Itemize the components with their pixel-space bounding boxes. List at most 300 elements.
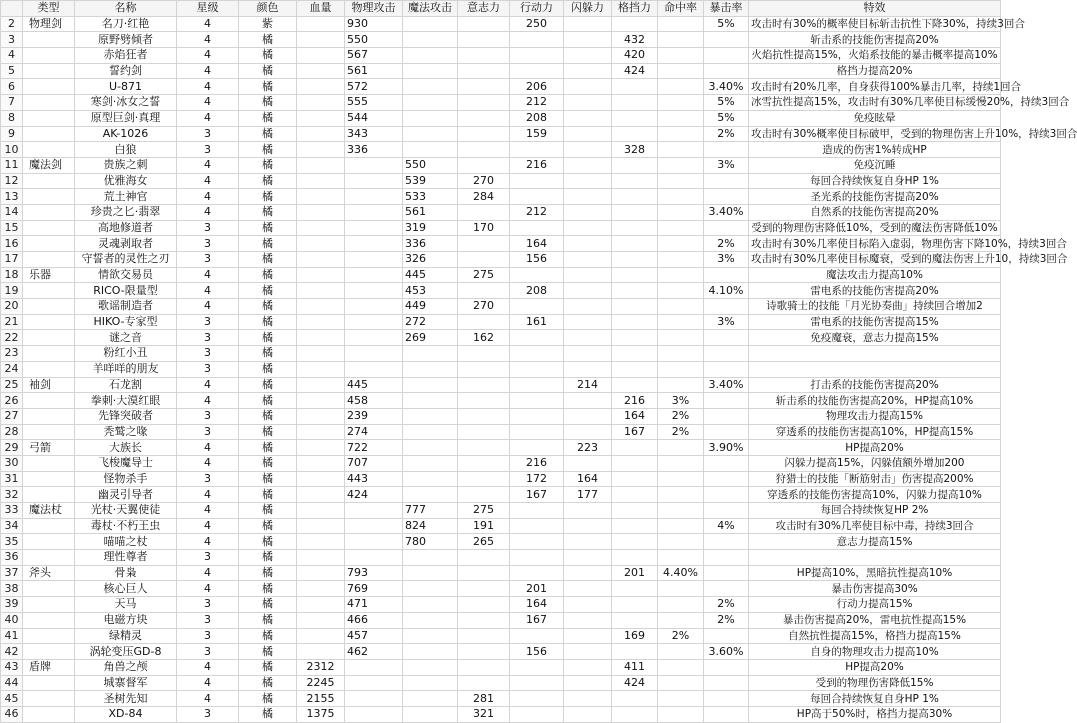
cell-dodge[interactable] (564, 550, 612, 566)
cell-crit-rate[interactable] (704, 565, 749, 581)
cell-action-power[interactable] (510, 32, 564, 48)
cell-row-number[interactable]: 20 (1, 299, 23, 315)
cell-type[interactable] (23, 550, 75, 566)
cell-name[interactable]: 骨枭 (75, 565, 177, 581)
cell-hit-rate[interactable] (658, 204, 704, 220)
cell-physical-attack[interactable]: 457 (345, 628, 403, 644)
cell-dodge[interactable]: 164 (564, 471, 612, 487)
cell-type[interactable] (23, 581, 75, 597)
cell-color[interactable]: 橘 (239, 173, 297, 189)
cell-magic-attack[interactable]: 780 (403, 534, 458, 550)
cell-type[interactable]: 乐器 (23, 267, 75, 283)
cell-dodge[interactable] (564, 95, 612, 111)
cell-physical-attack[interactable]: 471 (345, 597, 403, 613)
cell-crit-rate[interactable] (704, 550, 749, 566)
cell-hit-rate[interactable] (658, 267, 704, 283)
cell-color[interactable]: 橘 (239, 628, 297, 644)
cell-magic-attack[interactable] (403, 659, 458, 675)
cell-dodge[interactable] (564, 581, 612, 597)
cell-dodge[interactable] (564, 424, 612, 440)
cell-magic-attack[interactable] (403, 691, 458, 707)
cell-hp[interactable]: 2312 (297, 659, 345, 675)
cell-action-power[interactable]: 156 (510, 252, 564, 268)
cell-color[interactable]: 橘 (239, 220, 297, 236)
cell-name[interactable]: 高地修道者 (75, 220, 177, 236)
cell-star-level[interactable]: 4 (177, 503, 239, 519)
cell-action-power[interactable] (510, 48, 564, 64)
cell-star-level[interactable]: 3 (177, 471, 239, 487)
cell-type[interactable] (23, 126, 75, 142)
cell-star-level[interactable]: 4 (177, 487, 239, 503)
cell-crit-rate[interactable]: 2% (704, 236, 749, 252)
cell-action-power[interactable] (510, 377, 564, 393)
cell-action-power[interactable]: 164 (510, 597, 564, 613)
cell-type[interactable] (23, 204, 75, 220)
cell-dodge[interactable] (564, 63, 612, 79)
cell-block[interactable] (612, 597, 658, 613)
cell-color[interactable]: 橘 (239, 581, 297, 597)
cell-type[interactable] (23, 32, 75, 48)
cell-name[interactable]: 原野劈倾者 (75, 32, 177, 48)
cell-color[interactable]: 橘 (239, 565, 297, 581)
cell-physical-attack[interactable]: 443 (345, 471, 403, 487)
cell-row-number[interactable]: 45 (1, 691, 23, 707)
cell-block[interactable]: 432 (612, 32, 658, 48)
cell-hp[interactable] (297, 487, 345, 503)
cell-dodge[interactable] (564, 314, 612, 330)
cell-type[interactable] (23, 79, 75, 95)
cell-physical-attack[interactable] (345, 534, 403, 550)
cell-hit-rate[interactable] (658, 597, 704, 613)
cell-hp[interactable] (297, 16, 345, 32)
cell-block[interactable] (612, 440, 658, 456)
cell-dodge[interactable] (564, 597, 612, 613)
cell-star-level[interactable]: 3 (177, 142, 239, 158)
cell-type[interactable] (23, 63, 75, 79)
cell-special-effect[interactable]: HP高于50%时，格挡力提高30% (749, 706, 1001, 722)
cell-dodge[interactable] (564, 142, 612, 158)
cell-type[interactable]: 魔法杖 (23, 503, 75, 519)
cell-magic-attack[interactable] (403, 393, 458, 409)
cell-color[interactable]: 橘 (239, 534, 297, 550)
cell-color[interactable]: 橘 (239, 393, 297, 409)
cell-magic-attack[interactable]: 777 (403, 503, 458, 519)
cell-willpower[interactable] (458, 393, 510, 409)
cell-physical-attack[interactable]: 555 (345, 95, 403, 111)
cell-action-power[interactable]: 201 (510, 581, 564, 597)
cell-special-effect[interactable]: 免疫沉睡 (749, 157, 1001, 173)
cell-name[interactable]: 圣树先知 (75, 691, 177, 707)
cell-block[interactable] (612, 283, 658, 299)
cell-magic-attack[interactable] (403, 471, 458, 487)
cell-star-level[interactable]: 4 (177, 440, 239, 456)
cell-special-effect[interactable]: 攻击时有30%的概率使目标斩击抗性下降30%，持续3回合 (749, 16, 1001, 32)
cell-action-power[interactable] (510, 142, 564, 158)
cell-type[interactable]: 物理剑 (23, 16, 75, 32)
cell-willpower[interactable] (458, 377, 510, 393)
cell-color[interactable]: 橘 (239, 314, 297, 330)
cell-special-effect[interactable]: 狩猎士的技能「断筋射击」伤害提高200% (749, 471, 1001, 487)
cell-row-number[interactable]: 43 (1, 659, 23, 675)
cell-dodge[interactable] (564, 330, 612, 346)
cell-type[interactable] (23, 612, 75, 628)
cell-special-effect[interactable]: 受到的物理伤害降低10%，受到的魔法伤害降低10% (749, 220, 1001, 236)
cell-willpower[interactable] (458, 440, 510, 456)
cell-magic-attack[interactable]: 269 (403, 330, 458, 346)
cell-row-number[interactable]: 32 (1, 487, 23, 503)
cell-type[interactable] (23, 393, 75, 409)
cell-hit-rate[interactable] (658, 691, 704, 707)
cell-name[interactable]: 石龙割 (75, 377, 177, 393)
cell-color[interactable]: 紫 (239, 16, 297, 32)
cell-willpower[interactable]: 275 (458, 503, 510, 519)
cell-physical-attack[interactable] (345, 204, 403, 220)
cell-magic-attack[interactable] (403, 424, 458, 440)
cell-magic-attack[interactable]: 824 (403, 518, 458, 534)
cell-star-level[interactable]: 4 (177, 32, 239, 48)
cell-hit-rate[interactable] (658, 283, 704, 299)
cell-action-power[interactable] (510, 408, 564, 424)
cell-star-level[interactable]: 3 (177, 236, 239, 252)
cell-special-effect[interactable]: 受到的物理伤害降低15% (749, 675, 1001, 691)
cell-row-number[interactable]: 9 (1, 126, 23, 142)
cell-willpower[interactable] (458, 581, 510, 597)
cell-star-level[interactable]: 3 (177, 346, 239, 362)
cell-color[interactable]: 橘 (239, 440, 297, 456)
cell-willpower[interactable] (458, 597, 510, 613)
cell-dodge[interactable] (564, 565, 612, 581)
cell-physical-attack[interactable]: 336 (345, 142, 403, 158)
cell-crit-rate[interactable] (704, 346, 749, 362)
cell-hp[interactable] (297, 330, 345, 346)
cell-row-number[interactable]: 13 (1, 189, 23, 205)
cell-hit-rate[interactable] (658, 157, 704, 173)
cell-type[interactable] (23, 408, 75, 424)
cell-hp[interactable] (297, 110, 345, 126)
cell-row-number[interactable]: 14 (1, 204, 23, 220)
cell-willpower[interactable] (458, 346, 510, 362)
cell-physical-attack[interactable] (345, 299, 403, 315)
cell-color[interactable]: 橘 (239, 204, 297, 220)
cell-willpower[interactable]: 270 (458, 299, 510, 315)
cell-special-effect[interactable]: 斩击系的技能伤害提高20% (749, 32, 1001, 48)
cell-block[interactable] (612, 79, 658, 95)
cell-magic-attack[interactable] (403, 63, 458, 79)
cell-hp[interactable] (297, 189, 345, 205)
cell-magic-attack[interactable]: 550 (403, 157, 458, 173)
cell-name[interactable]: 核心巨人 (75, 581, 177, 597)
cell-type[interactable] (23, 142, 75, 158)
cell-type[interactable] (23, 48, 75, 64)
cell-action-power[interactable]: 161 (510, 314, 564, 330)
cell-special-effect[interactable]: 攻击时有30%几率使目标中毒，持续3回合 (749, 518, 1001, 534)
cell-willpower[interactable] (458, 142, 510, 158)
cell-color[interactable]: 橘 (239, 424, 297, 440)
cell-type[interactable] (23, 518, 75, 534)
cell-action-power[interactable] (510, 503, 564, 519)
cell-dodge[interactable] (564, 236, 612, 252)
cell-crit-rate[interactable]: 3.40% (704, 79, 749, 95)
cell-magic-attack[interactable]: 449 (403, 299, 458, 315)
cell-hp[interactable] (297, 314, 345, 330)
cell-row-number[interactable]: 40 (1, 612, 23, 628)
cell-magic-attack[interactable] (403, 644, 458, 660)
cell-action-power[interactable] (510, 330, 564, 346)
cell-special-effect[interactable]: HP提高10%，黑暗抗性提高10% (749, 565, 1001, 581)
cell-name[interactable]: 粉红小丑 (75, 346, 177, 362)
cell-type[interactable]: 斧头 (23, 565, 75, 581)
cell-special-effect[interactable]: 攻击时有30%几率使目标陷入虚弱，物理伤害下降10%，持续3回合 (749, 236, 1001, 252)
cell-dodge[interactable] (564, 518, 612, 534)
cell-type[interactable] (23, 110, 75, 126)
cell-name[interactable]: 荒土神官 (75, 189, 177, 205)
cell-magic-attack[interactable] (403, 110, 458, 126)
cell-special-effect[interactable] (749, 361, 1001, 377)
cell-physical-attack[interactable]: 462 (345, 644, 403, 660)
cell-special-effect[interactable]: 攻击时有30%概率使目标破甲，受到的物理伤害上升10%，持续3回合 (749, 126, 1001, 142)
cell-row-number[interactable]: 37 (1, 565, 23, 581)
cell-special-effect[interactable]: 攻击时有20%几率，自身获得100%暴击几率，持续1回合 (749, 79, 1001, 95)
cell-dodge[interactable] (564, 393, 612, 409)
cell-magic-attack[interactable]: 326 (403, 252, 458, 268)
cell-block[interactable] (612, 471, 658, 487)
cell-special-effect[interactable]: 闪躲力提高15%，闪躲值额外增加200 (749, 455, 1001, 471)
cell-special-effect[interactable]: 自身的物理攻击力提高10% (749, 644, 1001, 660)
cell-crit-rate[interactable]: 3% (704, 157, 749, 173)
cell-block[interactable] (612, 503, 658, 519)
cell-name[interactable]: 贵族之刺 (75, 157, 177, 173)
cell-hit-rate[interactable] (658, 32, 704, 48)
cell-block[interactable] (612, 644, 658, 660)
cell-crit-rate[interactable]: 5% (704, 110, 749, 126)
cell-type[interactable] (23, 299, 75, 315)
cell-crit-rate[interactable]: 4.10% (704, 283, 749, 299)
cell-crit-rate[interactable] (704, 534, 749, 550)
cell-color[interactable]: 橘 (239, 189, 297, 205)
cell-color[interactable]: 橘 (239, 471, 297, 487)
cell-color[interactable]: 橘 (239, 487, 297, 503)
cell-star-level[interactable]: 3 (177, 408, 239, 424)
cell-crit-rate[interactable] (704, 361, 749, 377)
cell-crit-rate[interactable] (704, 408, 749, 424)
cell-hit-rate[interactable] (658, 63, 704, 79)
cell-physical-attack[interactable] (345, 691, 403, 707)
cell-magic-attack[interactable]: 272 (403, 314, 458, 330)
cell-physical-attack[interactable] (345, 518, 403, 534)
cell-block[interactable] (612, 361, 658, 377)
cell-crit-rate[interactable]: 3.40% (704, 377, 749, 393)
cell-dodge[interactable] (564, 503, 612, 519)
cell-magic-attack[interactable] (403, 48, 458, 64)
cell-star-level[interactable]: 4 (177, 267, 239, 283)
cell-color[interactable]: 橘 (239, 675, 297, 691)
cell-special-effect[interactable]: HP提高20% (749, 440, 1001, 456)
cell-row-number[interactable]: 16 (1, 236, 23, 252)
cell-row-number[interactable]: 8 (1, 110, 23, 126)
cell-special-effect[interactable]: 意志力提高15% (749, 534, 1001, 550)
cell-special-effect[interactable]: HP提高20% (749, 659, 1001, 675)
cell-hp[interactable] (297, 32, 345, 48)
cell-special-effect[interactable]: 攻击时有30%几率使目标魔衰，受到的魔法伤害上升10，持续3回合 (749, 252, 1001, 268)
cell-action-power[interactable] (510, 550, 564, 566)
cell-row-number[interactable]: 27 (1, 408, 23, 424)
cell-magic-attack[interactable] (403, 550, 458, 566)
cell-row-number[interactable]: 26 (1, 393, 23, 409)
cell-crit-rate[interactable] (704, 471, 749, 487)
cell-block[interactable] (612, 330, 658, 346)
cell-crit-rate[interactable] (704, 675, 749, 691)
cell-action-power[interactable] (510, 565, 564, 581)
cell-dodge[interactable]: 214 (564, 377, 612, 393)
cell-star-level[interactable]: 4 (177, 675, 239, 691)
cell-hp[interactable] (297, 95, 345, 111)
cell-physical-attack[interactable] (345, 173, 403, 189)
cell-magic-attack[interactable]: 539 (403, 173, 458, 189)
cell-magic-attack[interactable] (403, 142, 458, 158)
cell-special-effect[interactable]: 雷电系的技能伤害提高20% (749, 283, 1001, 299)
cell-hp[interactable] (297, 581, 345, 597)
cell-magic-attack[interactable] (403, 597, 458, 613)
cell-star-level[interactable]: 4 (177, 79, 239, 95)
cell-physical-attack[interactable] (345, 157, 403, 173)
cell-star-level[interactable]: 3 (177, 361, 239, 377)
cell-special-effect[interactable]: 自然抗性提高15%，格挡力提高15% (749, 628, 1001, 644)
cell-color[interactable]: 橘 (239, 550, 297, 566)
cell-block[interactable] (612, 204, 658, 220)
cell-magic-attack[interactable] (403, 79, 458, 95)
cell-dodge[interactable] (564, 706, 612, 722)
cell-hit-rate[interactable] (658, 518, 704, 534)
cell-name[interactable]: 拳刺·大漠红眼 (75, 393, 177, 409)
cell-dodge[interactable] (564, 204, 612, 220)
cell-action-power[interactable]: 212 (510, 95, 564, 111)
cell-willpower[interactable] (458, 550, 510, 566)
cell-physical-attack[interactable]: 572 (345, 79, 403, 95)
cell-row-number[interactable]: 25 (1, 377, 23, 393)
cell-crit-rate[interactable]: 3.60% (704, 644, 749, 660)
cell-hp[interactable] (297, 79, 345, 95)
cell-physical-attack[interactable] (345, 346, 403, 362)
cell-star-level[interactable]: 4 (177, 173, 239, 189)
cell-crit-rate[interactable]: 3% (704, 252, 749, 268)
cell-crit-rate[interactable]: 2% (704, 597, 749, 613)
cell-row-number[interactable]: 7 (1, 95, 23, 111)
cell-type[interactable] (23, 283, 75, 299)
cell-name[interactable]: 珍贵之匕·翡翠 (75, 204, 177, 220)
cell-hit-rate[interactable]: 2% (658, 424, 704, 440)
cell-name[interactable]: 秃鹫之喙 (75, 424, 177, 440)
cell-crit-rate[interactable]: 3% (704, 314, 749, 330)
cell-dodge[interactable]: 177 (564, 487, 612, 503)
cell-action-power[interactable] (510, 299, 564, 315)
cell-hp[interactable] (297, 597, 345, 613)
cell-dodge[interactable] (564, 32, 612, 48)
cell-type[interactable]: 魔法剑 (23, 157, 75, 173)
cell-physical-attack[interactable] (345, 659, 403, 675)
cell-type[interactable] (23, 487, 75, 503)
cell-hit-rate[interactable] (658, 440, 704, 456)
cell-dodge[interactable] (564, 16, 612, 32)
cell-physical-attack[interactable]: 274 (345, 424, 403, 440)
cell-type[interactable] (23, 628, 75, 644)
cell-name[interactable]: 怪物杀手 (75, 471, 177, 487)
cell-magic-attack[interactable] (403, 377, 458, 393)
cell-willpower[interactable] (458, 79, 510, 95)
cell-name[interactable]: AK-1026 (75, 126, 177, 142)
cell-special-effect[interactable]: 穿透系的技能伤害提高10%，闪躲力提高10% (749, 487, 1001, 503)
cell-type[interactable]: 弓箭 (23, 440, 75, 456)
cell-dodge[interactable] (564, 408, 612, 424)
cell-dodge[interactable]: 223 (564, 440, 612, 456)
cell-willpower[interactable] (458, 675, 510, 691)
cell-star-level[interactable]: 3 (177, 628, 239, 644)
cell-action-power[interactable] (510, 628, 564, 644)
cell-hp[interactable] (297, 440, 345, 456)
cell-color[interactable]: 橘 (239, 63, 297, 79)
cell-dodge[interactable] (564, 110, 612, 126)
cell-hp[interactable]: 2155 (297, 691, 345, 707)
cell-magic-attack[interactable]: 319 (403, 220, 458, 236)
cell-type[interactable] (23, 706, 75, 722)
cell-physical-attack[interactable] (345, 283, 403, 299)
cell-action-power[interactable] (510, 706, 564, 722)
cell-special-effect[interactable]: 物理攻击力提高15% (749, 408, 1001, 424)
cell-special-effect[interactable]: 穿透系的技能伤害提高10%，HP提高15% (749, 424, 1001, 440)
cell-hit-rate[interactable] (658, 95, 704, 111)
cell-magic-attack[interactable] (403, 675, 458, 691)
cell-physical-attack[interactable]: 930 (345, 16, 403, 32)
cell-crit-rate[interactable]: 3.40% (704, 204, 749, 220)
cell-type[interactable] (23, 691, 75, 707)
cell-row-number[interactable]: 19 (1, 283, 23, 299)
cell-willpower[interactable] (458, 283, 510, 299)
cell-willpower[interactable]: 321 (458, 706, 510, 722)
cell-hit-rate[interactable] (658, 644, 704, 660)
cell-star-level[interactable]: 4 (177, 204, 239, 220)
cell-name[interactable]: 名刀·红艳 (75, 16, 177, 32)
cell-star-level[interactable]: 4 (177, 565, 239, 581)
cell-hp[interactable] (297, 503, 345, 519)
cell-special-effect[interactable]: 暴击伤害提高20%，雷电抗性提高15% (749, 612, 1001, 628)
cell-physical-attack[interactable] (345, 550, 403, 566)
cell-willpower[interactable] (458, 32, 510, 48)
cell-crit-rate[interactable]: 3.90% (704, 440, 749, 456)
cell-crit-rate[interactable] (704, 393, 749, 409)
cell-hit-rate[interactable] (658, 659, 704, 675)
cell-action-power[interactable] (510, 424, 564, 440)
cell-star-level[interactable]: 4 (177, 393, 239, 409)
cell-block[interactable]: 201 (612, 565, 658, 581)
cell-special-effect[interactable]: 打击系的技能伤害提高20% (749, 377, 1001, 393)
cell-star-level[interactable]: 3 (177, 612, 239, 628)
cell-color[interactable]: 橘 (239, 79, 297, 95)
cell-block[interactable] (612, 455, 658, 471)
cell-hit-rate[interactable] (658, 361, 704, 377)
cell-hp[interactable] (297, 471, 345, 487)
cell-color[interactable]: 橘 (239, 659, 297, 675)
cell-type[interactable] (23, 173, 75, 189)
cell-action-power[interactable]: 159 (510, 126, 564, 142)
cell-crit-rate[interactable] (704, 706, 749, 722)
cell-color[interactable]: 橘 (239, 157, 297, 173)
cell-name[interactable]: 情欲交易员 (75, 267, 177, 283)
cell-magic-attack[interactable] (403, 612, 458, 628)
cell-special-effect[interactable]: 自然系的技能伤害提高20% (749, 204, 1001, 220)
cell-type[interactable] (23, 220, 75, 236)
cell-dodge[interactable] (564, 346, 612, 362)
cell-special-effect[interactable]: 行动力提高15% (749, 597, 1001, 613)
cell-name[interactable]: 幽灵引导者 (75, 487, 177, 503)
